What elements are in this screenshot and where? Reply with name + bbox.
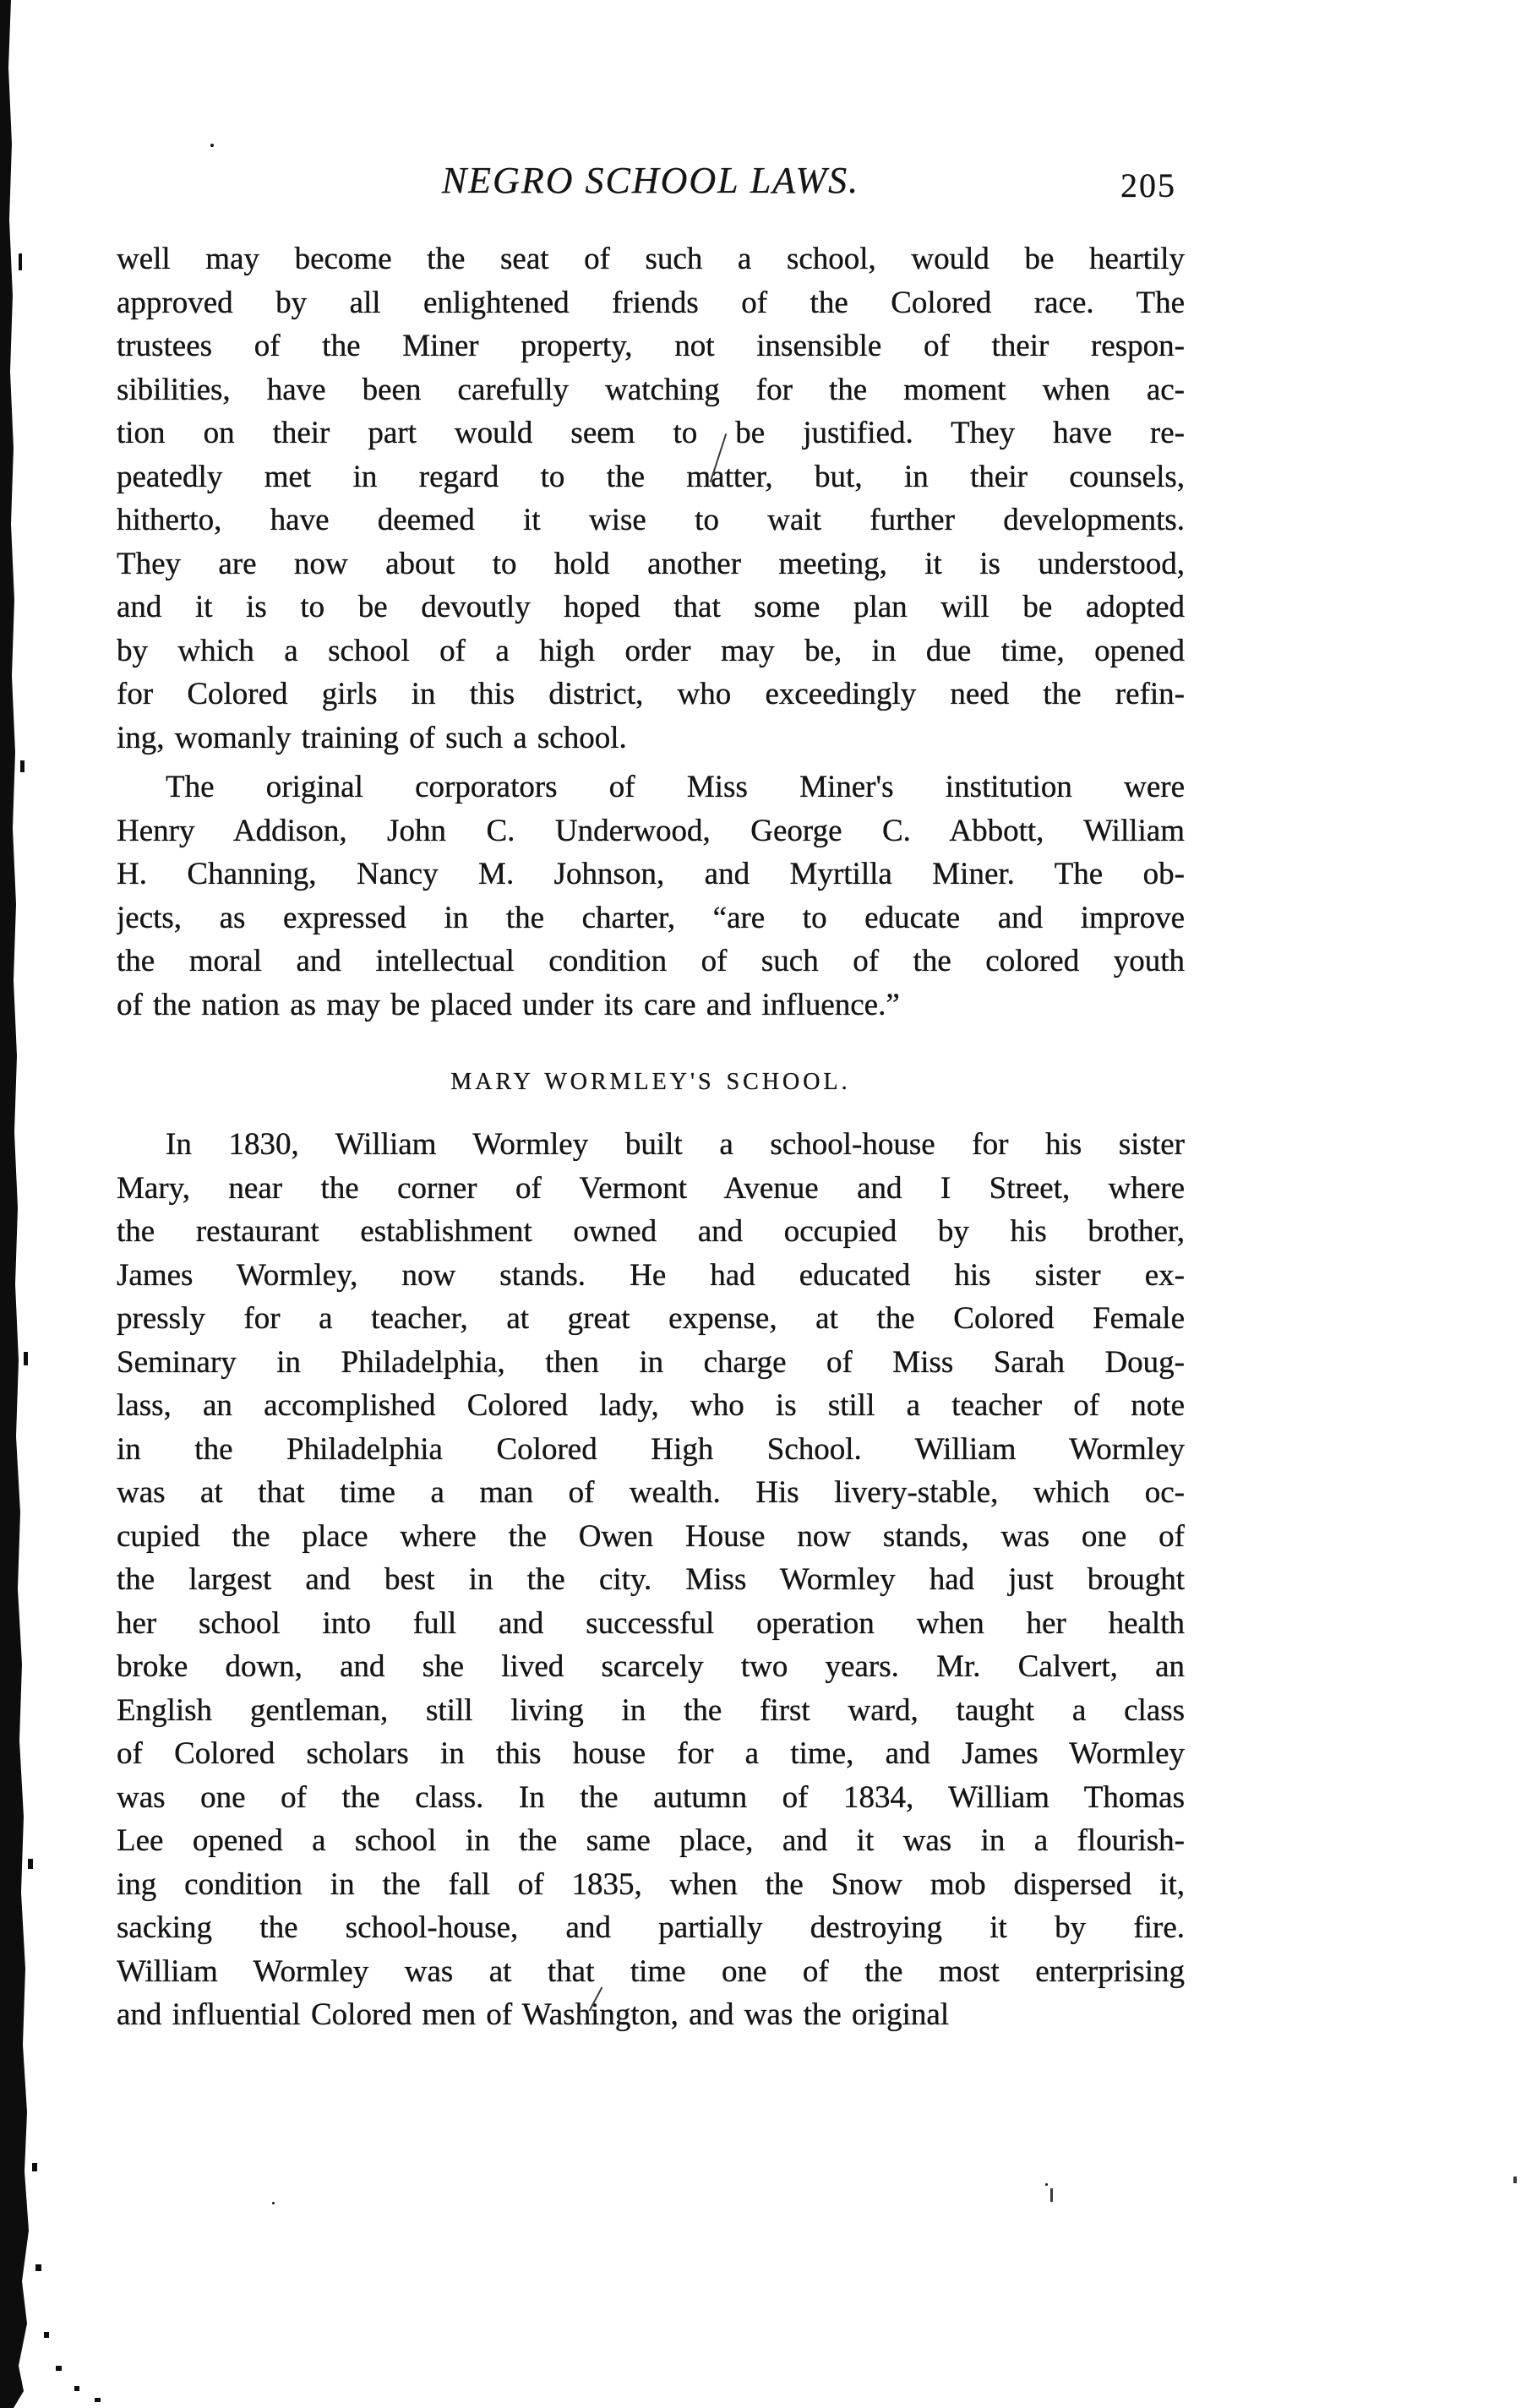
text-line: William Wormley was at that time one of the most enterprising xyxy=(117,1953,1185,1989)
text-line: Lee opened a school in the same place, and it was in a flourish- xyxy=(117,1823,1185,1858)
text-line: In 1830, William Wormley built a school-house for his sister xyxy=(166,1127,1185,1162)
text-line: H. Channing, Nancy M. Johnson, and Myrtilla Miner. The ob- xyxy=(117,857,1185,891)
text-line: jects, as expressed in the charter, “are to educate and improve xyxy=(117,900,1185,935)
text-line: of Colored scholars in this house for a time, and James Wormley xyxy=(117,1736,1185,1771)
text-line: sibilities, have been carefully watching for the moment when ac- xyxy=(117,372,1185,407)
binding-shadow-artifact xyxy=(0,0,118,2408)
scan-speck xyxy=(1045,2183,1048,2186)
text-line: the restaurant establishment owned and occupied by his brother, xyxy=(117,1214,1185,1249)
text-line: the largest and best in the city. Miss Wormley had just brought xyxy=(117,1562,1185,1597)
paragraph-1 xyxy=(117,237,1185,760)
text-line: and it is to be devoutly hoped that some plan will be adopted xyxy=(117,590,1185,624)
text-line: the moral and intellectual condition of such of the colored youth xyxy=(117,944,1185,978)
paragraph-2 xyxy=(117,765,1185,1027)
text-line: Seminary in Philadelphia, then in charge of Miss Sarah Doug- xyxy=(117,1344,1185,1380)
scan-speck xyxy=(210,144,214,147)
text-line: for Colored girls in this district, who exceedingly need the refin- xyxy=(117,677,1185,711)
text-line: sacking the school-house, and partially destroying it by fire. xyxy=(117,1910,1185,1945)
text-block xyxy=(117,237,1185,2037)
scan-speck xyxy=(1050,2188,1053,2202)
text-line: by which a school of a high order may be, in due time, opened xyxy=(117,633,1185,668)
text-line: ing, womanly training of such a school. xyxy=(117,720,627,755)
text-line: ing condition in the fall of 1835, when the Snow mob dispersed it, xyxy=(117,1866,1185,1902)
text-line: hitherto, have deemed it wise to wait further developments. xyxy=(117,503,1185,537)
text-line: lass, an accomplished Colored lady, who is still a teacher of note xyxy=(117,1388,1185,1423)
paragraph-3 xyxy=(117,1123,1185,2037)
text-line: peatedly met in regard to the matter, but, in their counsels, xyxy=(117,459,1185,494)
section-heading: MARY WORMLEY'S SCHOOL. xyxy=(450,1069,851,1095)
text-line: broke down, and she lived scarcely two years. Mr. Calvert, an xyxy=(117,1649,1185,1684)
text-line: James Wormley, now stands. He had educated his sister ex- xyxy=(117,1257,1185,1293)
text-line: approved by all enlightened friends of the Colored race. The xyxy=(117,285,1185,320)
text-line: tion on their part would seem to be justified. They have re- xyxy=(117,416,1185,450)
running-header-title: NEGRO SCHOOL LAWS. xyxy=(441,160,860,201)
page-number: 205 xyxy=(1120,166,1176,204)
text-line: English gentleman, still living in the first ward, taught a class xyxy=(117,1692,1185,1728)
text-line: Henry Addison, John C. Underwood, George C. Abbott, William xyxy=(117,813,1185,848)
text-line: cupied the place where the Owen House now stands, was one of xyxy=(117,1518,1185,1554)
text-line: trustees of the Miner property, not insensible of their respon- xyxy=(117,329,1185,363)
scan-speck xyxy=(1513,2176,1517,2183)
text-line: was one of the class. In the autumn of 1834, William Thomas xyxy=(117,1779,1185,1815)
text-line: her school into full and successful operation when her health xyxy=(117,1605,1185,1641)
text-line: The original corporators of Miss Miner's institution were xyxy=(166,770,1185,804)
text-line: They are now about to hold another meeting, it is understood, xyxy=(117,546,1185,581)
text-line: in the Philadelphia Colored High School. William Wormley xyxy=(117,1431,1185,1467)
text-line: Mary, near the corner of Vermont Avenue and I Street, where xyxy=(117,1170,1185,1206)
text-line: was at that time a man of wealth. His livery-stable, which oc- xyxy=(117,1475,1185,1510)
text-line: well may become the seat of such a school, would be heartily xyxy=(117,242,1185,276)
text-line: and influential Colored men of Washington, and was the original xyxy=(117,1997,950,2032)
text-line: pressly for a teacher, at great expense, at the Colored Female xyxy=(117,1301,1185,1336)
scan-speck xyxy=(272,2202,275,2204)
running-header xyxy=(117,157,1185,204)
text-line: of the nation as may be placed under its care and influence.” xyxy=(117,987,900,1022)
